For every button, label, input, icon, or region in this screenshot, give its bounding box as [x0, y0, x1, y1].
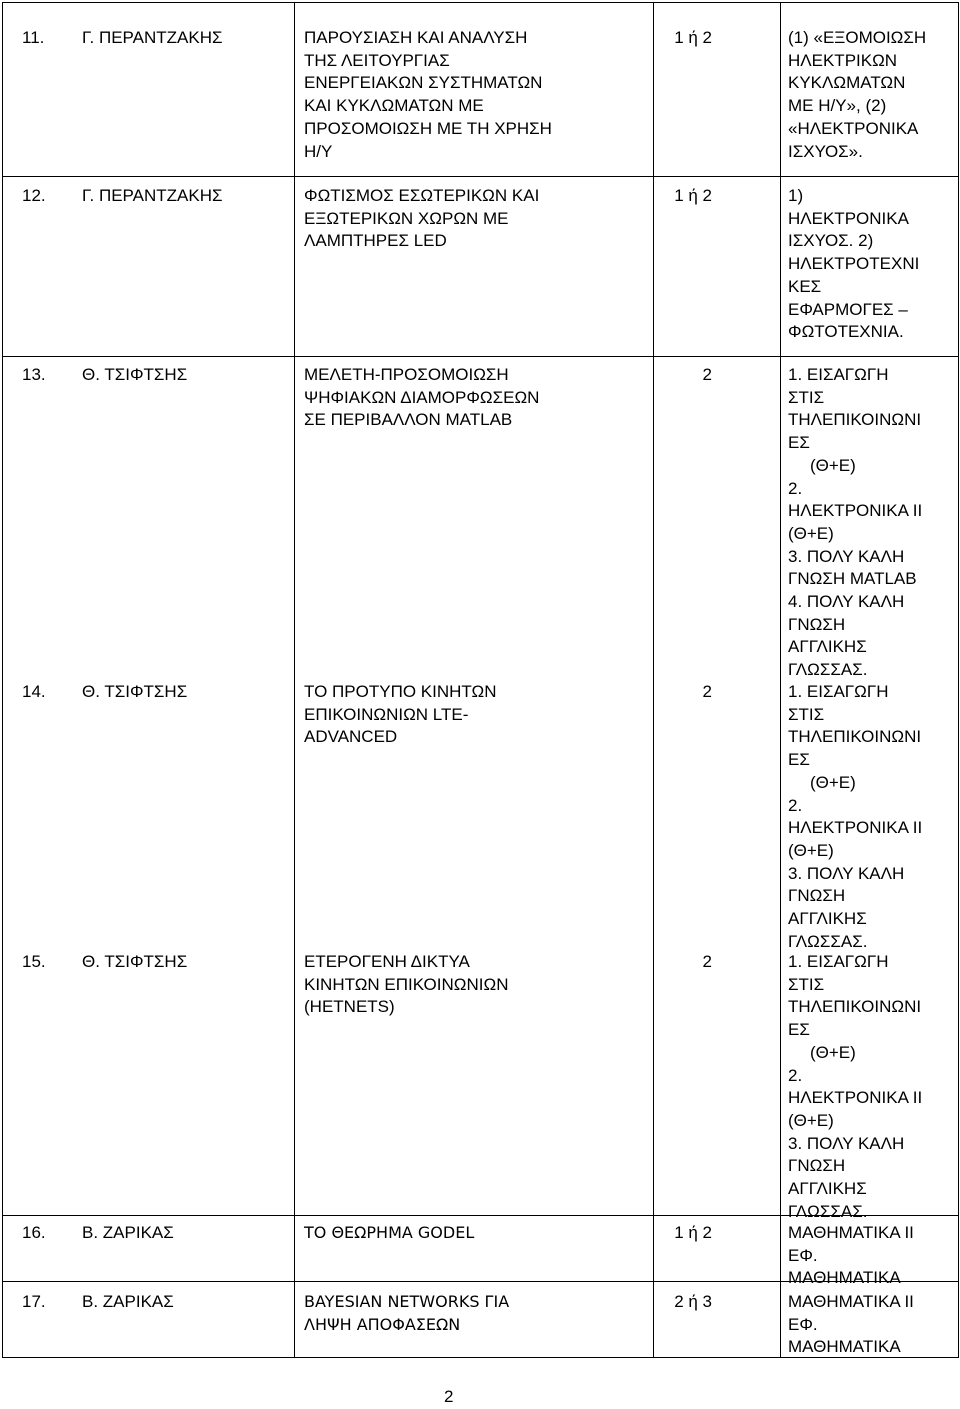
supervisor-name: Γ. ΠΕΡΑΝΤΖΑΚΗΣ	[82, 186, 223, 205]
prerequisite-line: ΓΛΩΣΣΑΣ.	[788, 931, 868, 951]
thesis-title-line: BAYESIAN NETWORKS ΓΙΑ	[304, 1292, 510, 1311]
prerequisite-line: ΓΝΩΣΗ	[788, 886, 846, 906]
table-border-vertical	[958, 2, 959, 1358]
prerequisite-line: ΑΓΓΛΙΚΗΣ	[788, 637, 867, 657]
student-count: 2	[702, 682, 712, 701]
prerequisite-line: (Θ+Ε)	[788, 523, 834, 543]
row-number: 13.	[22, 365, 46, 384]
row-number: 15.	[22, 952, 46, 971]
prerequisite-line: ΚΕΣ	[788, 276, 822, 296]
prerequisite-line: ΙΣΧΥΟΣ».	[788, 141, 863, 161]
prerequisite-line: ΑΓΓΛΙΚΗΣ	[788, 1179, 867, 1198]
prerequisite-line: 2.	[788, 795, 803, 815]
table-border-horizontal	[2, 176, 959, 177]
prerequisite-line: (Θ+Ε)	[810, 772, 856, 792]
thesis-title-line: ΚΑΙ ΚΥΚΛΩΜΑΤΩΝ ΜΕ	[304, 96, 484, 116]
prerequisite-line: ΓΝΩΣΗ	[788, 1156, 846, 1176]
prerequisite-line: ΗΛΕΚΤΡΟΤΕΧΝΙ	[788, 254, 920, 274]
supervisor-name: Θ. ΤΣΙΦΤΣΗΣ	[82, 365, 188, 384]
prerequisite-line: ΕΦΑΡΜΟΓΕΣ –	[788, 299, 908, 319]
prerequisite-line: ΜΑΘΗΜΑΤΙΚΑ ΙΙ	[788, 1292, 914, 1311]
prerequisite-line: ΓΝΩΣΗ MATLAB	[788, 569, 917, 589]
table-border-vertical	[2, 2, 3, 1358]
prerequisite-line: ΗΛΕΚΤΡΟΝΙΚΑ ΙΙ	[788, 1088, 923, 1108]
prerequisite-line: ΕΣ	[788, 433, 810, 453]
prerequisite-line: ΤΗΛΕΠΙΚΟΙΝΩΝΙ	[788, 410, 922, 430]
prerequisite-line: 3. ΠΟΛΥ ΚΑΛΗ	[788, 546, 905, 566]
prerequisite-line: 2.	[788, 1065, 803, 1085]
prerequisite-line: ΗΛΕΚΤΡΙΚΩΝ	[788, 50, 898, 70]
prerequisite-line: ΚΥΚΛΩΜΑΤΩΝ	[788, 73, 906, 93]
prerequisite-line: ΗΛΕΚΤΡΟΝΙΚΑ ΙΙ	[788, 818, 923, 838]
prerequisite-line: (Θ+Ε)	[810, 455, 856, 475]
prerequisite-line: (Θ+Ε)	[788, 840, 834, 860]
supervisor-name: Θ. ΤΣΙΦΤΣΗΣ	[82, 952, 188, 971]
prerequisite-line: 1. ΕΙΣΑΓΩΓΗ	[788, 952, 889, 971]
prerequisite-line: ΤΗΛΕΠΙΚΟΙΝΩΝΙ	[788, 997, 922, 1017]
thesis-title-line: ΚΙΝΗΤΩΝ ΕΠΙΚΟΙΝΩΝΙΩΝ	[304, 974, 509, 994]
thesis-title-line: ΤΗΣ ΛΕΙΤΟΥΡΓΙΑΣ	[304, 50, 450, 70]
thesis-title-line: ΠΡΟΣΟΜΟΙΩΣΗ ΜΕ ΤΗ ΧΡΗΣΗ	[304, 118, 552, 138]
student-count: 2	[702, 365, 712, 384]
prerequisite-line: ΤΗΛΕΠΙΚΟΙΝΩΝΙ	[788, 727, 922, 747]
prerequisite-line: (Θ+Ε)	[788, 1110, 834, 1130]
prerequisite-line: «ΗΛΕΚΤΡΟΝΙΚΑ	[788, 118, 919, 138]
prerequisite-line: ΦΩΤΟΤΕΧΝΙΑ.	[788, 322, 904, 342]
thesis-title-line: ΣΕ ΠΕΡΙΒΑΛΛΟΝ MATLAB	[304, 410, 513, 430]
prerequisite-line: ΜΑΘΗΜΑΤΙΚΑ ΙΙ	[788, 1223, 914, 1242]
thesis-title-line: ΕΝΕΡΓΕΙΑΚΩΝ ΣΥΣΤΗΜΑΤΩΝ	[304, 73, 543, 93]
thesis-title-line: Η/Υ	[304, 141, 333, 161]
table-border-horizontal	[2, 2, 959, 3]
supervisor-name: Β. ΖΑΡΙΚΑΣ	[82, 1292, 174, 1311]
student-count: 1 ή 2	[674, 28, 712, 47]
thesis-title-line: ΜΕΛΕΤΗ-ΠΡΟΣΟΜΟΙΩΣΗ	[304, 365, 509, 384]
prerequisite-line: ΑΓΓΛΙΚΗΣ	[788, 909, 867, 928]
row-number: 11.	[22, 28, 45, 47]
thesis-title-line: ΨΗΦΙΑΚΩΝ ΔΙΑΜΟΡΦΩΣΕΩΝ	[304, 387, 540, 407]
student-count: 1 ή 2	[674, 1223, 712, 1242]
prerequisite-line: 4. ΠΟΛΥ ΚΑΛΗ	[788, 592, 905, 611]
prerequisite-line: ΕΦ.	[788, 1314, 818, 1334]
prerequisite-line: 1)	[788, 186, 804, 205]
student-count: 1 ή 2	[674, 186, 712, 205]
prerequisite-line: 3. ΠΟΛΥ ΚΑΛΗ	[788, 1133, 905, 1153]
thesis-title-line: ΕΞΩΤΕΡΙΚΩΝ ΧΩΡΩΝ ΜΕ	[304, 208, 509, 228]
prerequisite-line: (Θ+Ε)	[810, 1042, 856, 1062]
prerequisite-line: ΗΛΕΚΤΡΟΝΙΚΑ	[788, 208, 909, 228]
page-number: 2	[444, 1387, 454, 1406]
prerequisite-line: 1. ΕΙΣΑΓΩΓΗ	[788, 365, 889, 384]
thesis-title-line: ΦΩΤΙΣΜΟΣ ΕΣΩΤΕΡΙΚΩΝ ΚΑΙ	[304, 186, 540, 205]
prerequisite-line: ΕΣ	[788, 1020, 810, 1040]
prerequisite-line: ΜΑΘΗΜΑΤΙΚΑ	[788, 1337, 901, 1357]
table-border-vertical	[780, 2, 781, 1358]
row-number: 12.	[22, 186, 46, 205]
thesis-title-line: ΤΟ ΠΡΟΤΥΠΟ ΚΙΝΗΤΩΝ	[304, 682, 497, 701]
supervisor-name: Γ. ΠΕΡΑΝΤΖΑΚΗΣ	[82, 28, 223, 47]
prerequisite-line: ΗΛΕΚΤΡΟΝΙΚΑ ΙΙ	[788, 501, 923, 521]
prerequisite-line: ΜΑΘΗΜΑΤΙΚΑ	[788, 1268, 901, 1288]
thesis-title-line: ΠΑΡΟΥΣΙΑΣΗ ΚΑΙ ΑΝΑΛΥΣΗ	[304, 28, 528, 47]
table-border-vertical	[653, 2, 654, 1358]
prerequisite-line: ΣΤΙΣ	[788, 387, 825, 407]
supervisor-name: Β. ΖΑΡΙΚΑΣ	[82, 1223, 174, 1242]
supervisor-name: Θ. ΤΣΙΦΤΣΗΣ	[82, 682, 188, 701]
table-border-vertical	[294, 2, 295, 1358]
thesis-title-line: ΛΑΜΠΤΗΡΕΣ LED	[304, 231, 447, 251]
prerequisite-line: ΣΤΙΣ	[788, 974, 825, 994]
prerequisite-line: ΕΦ.	[788, 1245, 818, 1265]
prerequisite-line: ΓΛΩΣΣΑΣ.	[788, 1201, 868, 1221]
thesis-title-line: ADVANCED	[304, 727, 398, 747]
thesis-title-line: ΛΗΨΗ ΑΠΟΦΑΣΕΩΝ	[304, 1314, 461, 1334]
student-count: 2 ή 3	[674, 1292, 712, 1311]
thesis-title-line: ΕΤΕΡΟΓΕΝΗ ΔΙΚΤΥΑ	[304, 952, 470, 971]
prerequisite-line: ΙΣΧΥΟΣ. 2)	[788, 231, 874, 251]
thesis-title-line: ΕΠΙΚΟΙΝΩΝΙΩΝ LTE-	[304, 704, 469, 724]
row-number: 14.	[22, 682, 46, 701]
prerequisite-line: ΜΕ Η/Υ», (2)	[788, 96, 887, 116]
prerequisite-line: ΓΝΩΣΗ	[788, 614, 846, 634]
thesis-title-line: ΤΟ ΘΕΩΡΗΜΑ GODEL	[304, 1223, 475, 1242]
row-number: 17.	[22, 1292, 46, 1311]
prerequisite-line: 1. ΕΙΣΑΓΩΓΗ	[788, 682, 889, 701]
prerequisite-line: ΓΛΩΣΣΑΣ.	[788, 660, 868, 680]
prerequisite-line: (1) «ΕΞΟΜΟΙΩΣΗ	[788, 28, 927, 47]
prerequisite-line: ΕΣ	[788, 750, 810, 770]
row-number: 16.	[22, 1223, 46, 1242]
thesis-title-line: (HETNETS)	[304, 997, 395, 1017]
table-border-horizontal	[2, 356, 959, 357]
prerequisite-line: 3. ΠΟΛΥ ΚΑΛΗ	[788, 863, 905, 883]
prerequisite-line: ΣΤΙΣ	[788, 704, 825, 724]
prerequisite-line: 2.	[788, 478, 803, 498]
student-count: 2	[702, 952, 712, 971]
